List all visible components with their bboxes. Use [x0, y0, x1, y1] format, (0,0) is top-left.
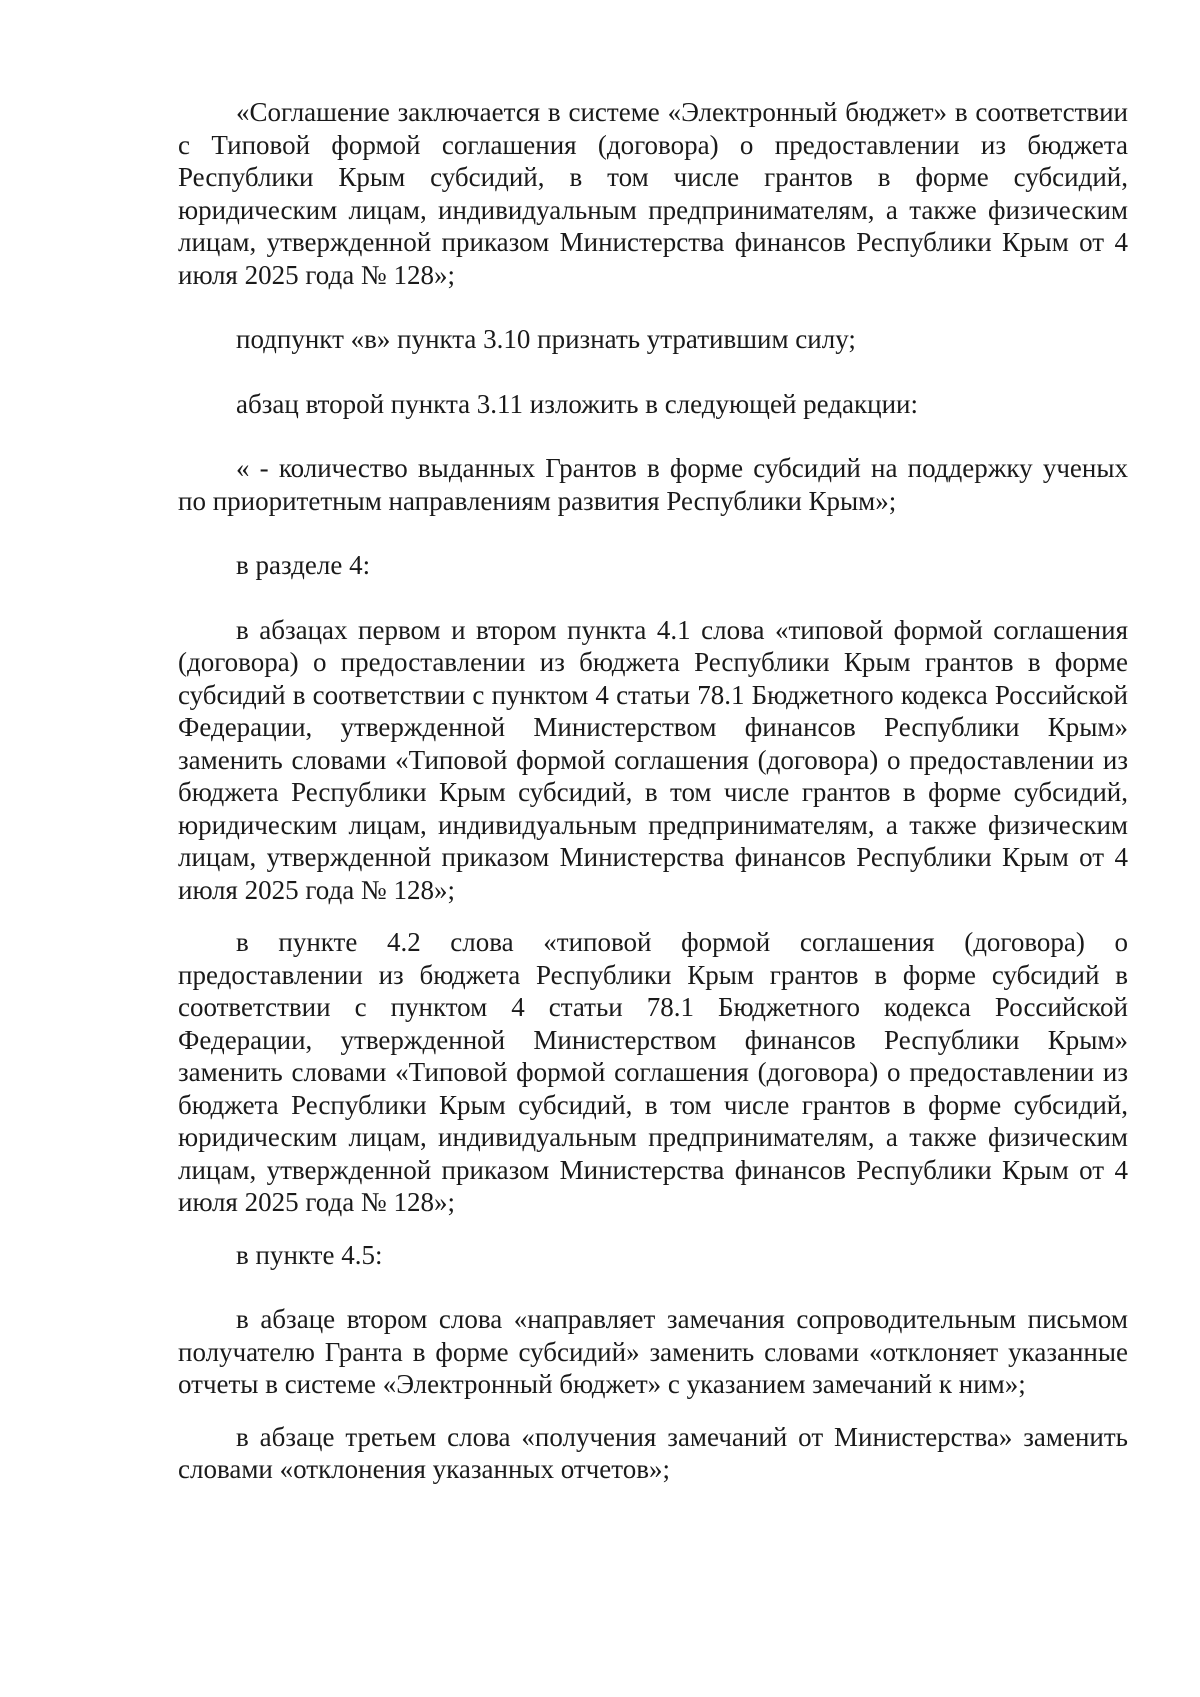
- document-body: [178, 96, 1128, 1486]
- paragraph-point-3-11: абзац второй пункта 3.11 изложить в следующей редакции:: [236, 388, 918, 419]
- paragraph-agreement-clause: «Соглашение заключается в системе «Электронный бюджет» в соответствии с Типовой формой соглашения (договора) о предоставлении из бюджета Республики Крым субсидий, в том числе грантов в форме субсидий, юридическим лицам, индивидуальным предпринимателям, а также физическим лицам, утвержденной приказом Министерства финансов Республики Крым от 4 июля 2025 года № 128»;: [178, 97, 1128, 290]
- paragraph-subpoint-3-10: подпункт «в» пункта 3.10 признать утратившим силу;: [236, 324, 856, 354]
- paragraph-point-4-1: в абзацах первом и втором пункта 4.1 слова «типовой формой соглашения (договора) о предоставлении из бюджета Республики Крым грантов в форме субсидий в соответствии с пунктом 4 статьи 78.1 Бюджетного кодекса Российской Федерации, утвержденной Министерством финансов Республики Крым» заменить словами «Типовой формой соглашения (договора) о предоставлении из бюджета Республики Крым субсидий, в том числе грантов в форме субсидий, юридическим лицам, индивидуальным предпринимателям, а также физическим лицам, утвержденной приказом Министерства финансов Республики Крым от 4 июля 2025 года № 128»;: [178, 614, 1128, 905]
- paragraph-section-4: в разделе 4:: [236, 550, 371, 580]
- paragraph-4-5-second: в абзаце втором слова «направляет замечания сопроводительным письмом получателю Гранта в форме субсидий» заменить словами «отклоняет указанные отчеты в системе «Электронный бюджет» с указанием замечаний к ним»;: [178, 1304, 1128, 1399]
- paragraph-grants-count: « - количество выданных Грантов в форме субсидий на поддержку ученых по приоритетным направлениям развития Республики Крым»;: [178, 453, 1128, 516]
- paragraph-point-4-5: в пункте 4.5:: [236, 1239, 383, 1270]
- paragraph-4-5-third: в абзаце третьем слова «получения замечаний от Министерства» заменить словами «отклонения указанных отчетов»;: [178, 1421, 1128, 1484]
- paragraph-point-4-2: в пункте 4.2 слова «типовой формой соглашения (договора) о предоставлении из бюджета Республики Крым грантов в форме субсидий в соответствии с пунктом 4 статьи 78.1 Бюджетного кодекса Российской Федерации, утвержденной Министерством финансов Республики Крым» заменить словами «Типовой формой соглашения (договора) о предоставлении из бюджета Республики Крым субсидий, в том числе грантов в форме субсидий, юридическим лицам, индивидуальным предпринимателям, а также физическим лицам, утвержденной приказом Министерства финансов Республики Крым от 4 июля 2025 года № 128»;: [178, 927, 1128, 1217]
